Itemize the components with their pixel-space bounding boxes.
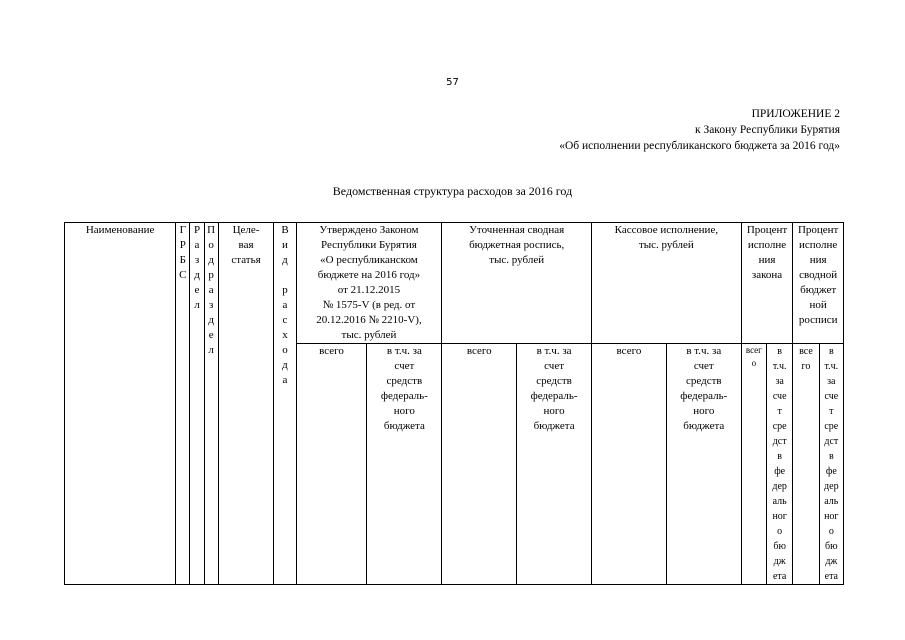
- header-pct-law-federal: в т.ч. за сче т сре дст в фе дер аль ног о бю дж ета: [767, 344, 793, 585]
- header-refined-federal: в т.ч. за счет средств федераль- ного бюджета: [517, 344, 592, 585]
- header-refined-budget-list: Уточненная сводная бюджетная роспись, тыс. рублей: [442, 223, 592, 344]
- header-pct-list-total: все го: [793, 344, 819, 585]
- header-expense-type: В и д р а с х о д а: [274, 223, 296, 585]
- document-title: Ведомственная структура расходов за 2016 год: [332, 184, 573, 198]
- header-approved-total: всего: [296, 344, 367, 585]
- header-approved-by-law: Утверждено Законом Республики Бурятия «О республиканском бюджете на 2016 год» от 21.12.2015 № 1575-V (в ред. от 20.12.2016 № 2210-V), тыс. рублей: [296, 223, 442, 344]
- header-refined-total: всего: [442, 344, 517, 585]
- appendix-title: ПРИЛОЖЕНИЕ 2: [751, 108, 840, 120]
- header-target-article: Целе- вая статья: [218, 223, 274, 585]
- header-cash-total: всего: [592, 344, 667, 585]
- header-pct-budget-list: Процент исполне ния сводной бюджет ной росписи: [793, 223, 844, 344]
- header-approved-federal: в т.ч. за счет средств федераль- ного бюджета: [367, 344, 442, 585]
- header-pct-list-federal: в т.ч. за сче т сре дст в фе дер аль ног о бю дж ета: [819, 344, 843, 585]
- header-pct-law: Процент исполне ния закона: [741, 223, 793, 344]
- appendix-law: к Закону Республики Бурятия: [694, 124, 840, 136]
- page-number: 57: [446, 77, 459, 88]
- header-name: Наименование: [65, 223, 176, 585]
- header-cash-execution: Кассовое исполнение, тыс. рублей: [592, 223, 742, 344]
- header-podrazdel: П о д р а з д е л: [204, 223, 218, 585]
- appendix-law-name: «Об исполнении республиканского бюджета за 2016 год»: [559, 140, 840, 152]
- appendix-header: [559, 106, 840, 154]
- header-cash-federal: в т.ч. за счет средств федераль- ного бюджета: [666, 344, 741, 585]
- expenditure-table: [64, 222, 844, 585]
- header-grbs: Г Р Б С: [176, 223, 190, 585]
- header-razdel: Р а з д е л: [190, 223, 204, 585]
- header-pct-law-total: всег о: [741, 344, 766, 585]
